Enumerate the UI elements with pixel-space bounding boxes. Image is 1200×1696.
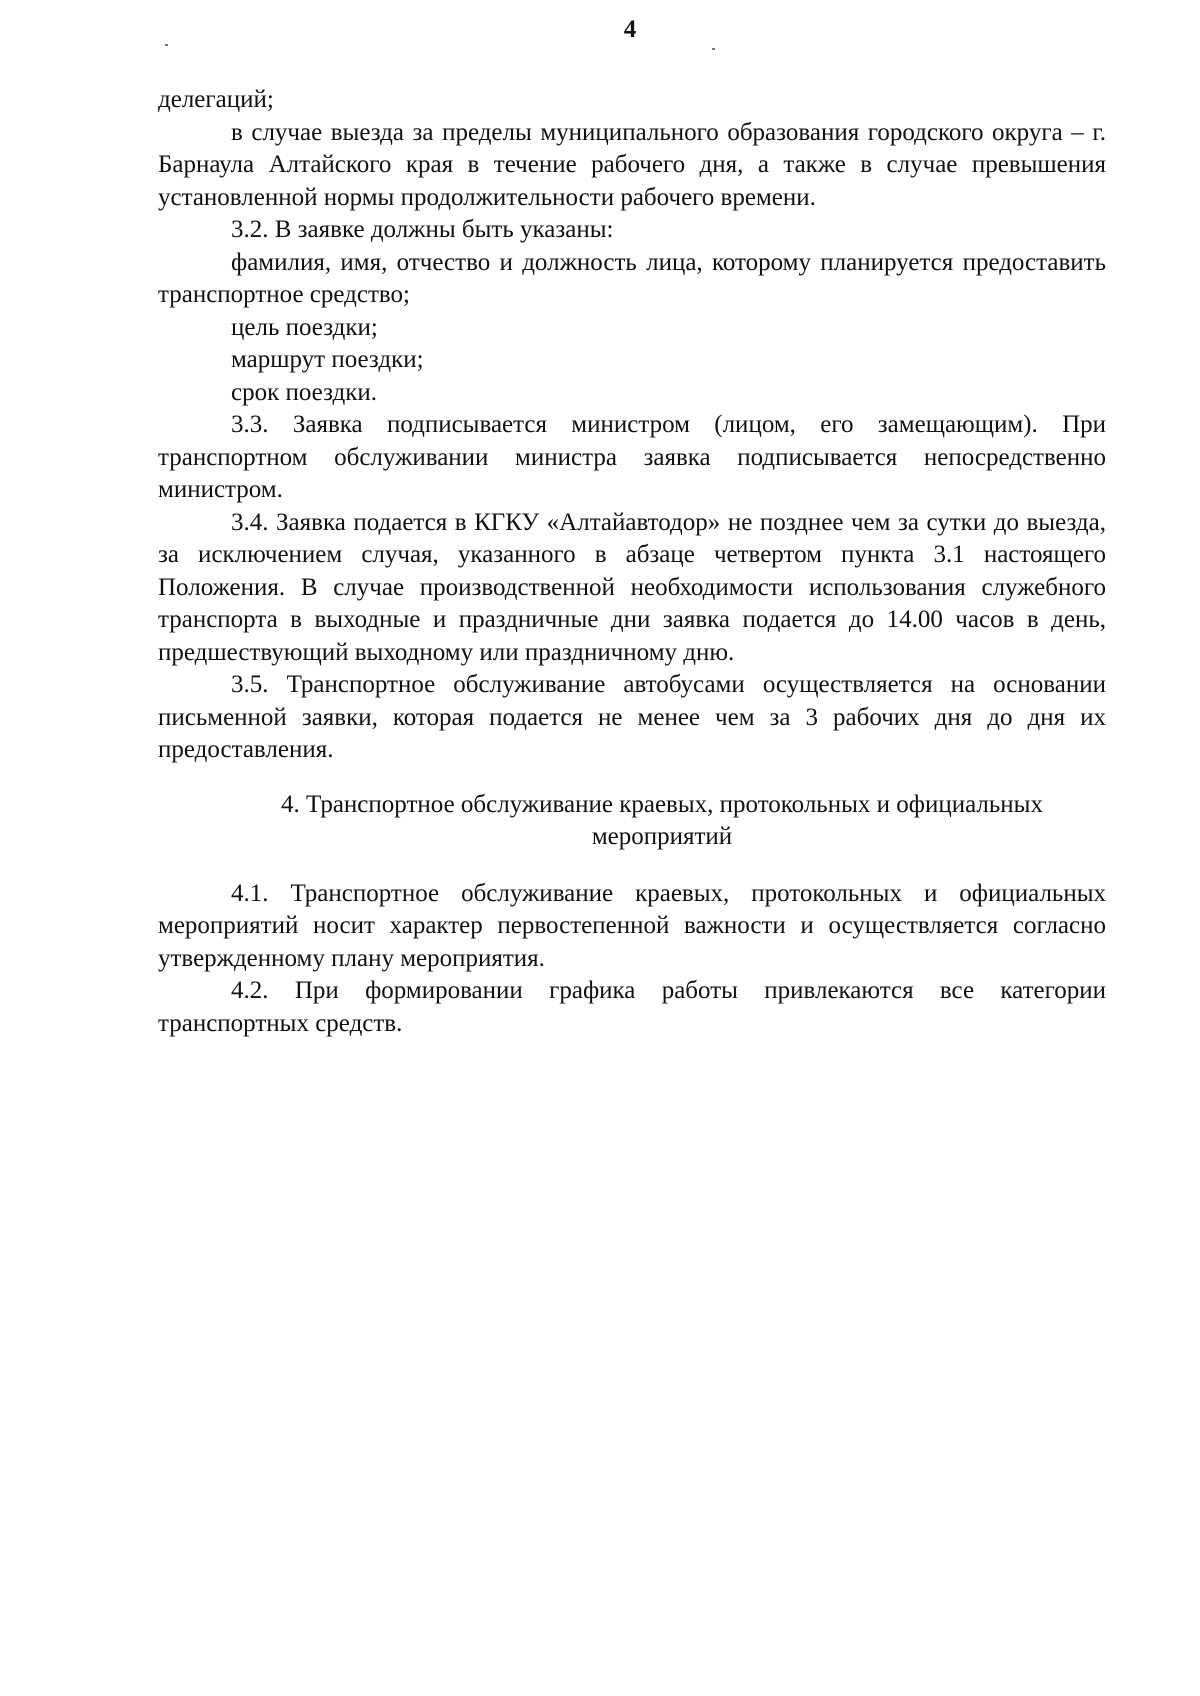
- document-body: [158, 84, 1106, 1040]
- paragraph: срок поездки.: [231, 378, 377, 406]
- section-heading: [158, 789, 1106, 854]
- scan-speck: [165, 44, 168, 46]
- paragraph: цель поездки;: [231, 313, 378, 341]
- paragraph: маршрут поездки;: [231, 346, 424, 373]
- paragraph: 3.4. Заявка подается в КГКУ «Алтайавтодор» не позднее чем за сутки до выезда, за исключением случая, указанного в абзаце четвертом пункта 3.1 настоящего Положения. В случае производственной необходимости использования служебного транспорта в выходные и праздничные дни заявка подается до 14.00 часов в день, предшествующий выходному или праздничному дню.: [158, 508, 1106, 666]
- section-heading-line: 4. Транспортное обслуживание краевых, протокольных и официальных: [281, 790, 1043, 818]
- paragraph: в случае выезда за пределы муниципального образования городского округа – г. Барнаула Алтайского края в течение рабочего дня, а также в случае превышения установленной нормы продолжительности рабочего времени.: [158, 118, 1106, 211]
- scan-speck: [712, 48, 715, 50]
- paragraph: делегаций;: [158, 86, 274, 113]
- paragraph: 3.5. Транспортное обслуживание автобусами осуществляется на основании письменной заявки, которая подается не менее чем за 3 рабочих дня до дня их предоставления.: [158, 671, 1106, 763]
- paragraph: 4.2. При формировании графика работы привлекаются все категории транспортных средств.: [158, 977, 1106, 1037]
- paragraph: фамилия, имя, отчество и должность лица, которому планируется предоставить транспортное средство;: [158, 248, 1106, 308]
- section-heading-line: мероприятий: [591, 823, 733, 850]
- paragraph: 3.3. Заявка подписывается министром (лицом, его замещающим). При транспортном обслуживании министра заявка подписывается непосредственно министром.: [158, 411, 1106, 503]
- paragraph: 4.1. Транспортное обслуживание краевых, протокольных и официальных мероприятий носит характер первостепенной важности и осуществляется согласно утвержденному плану мероприятия.: [158, 879, 1106, 972]
- paragraph: 3.2. В заявке должны быть указаны:: [231, 216, 614, 243]
- page-number: 4: [623, 16, 637, 43]
